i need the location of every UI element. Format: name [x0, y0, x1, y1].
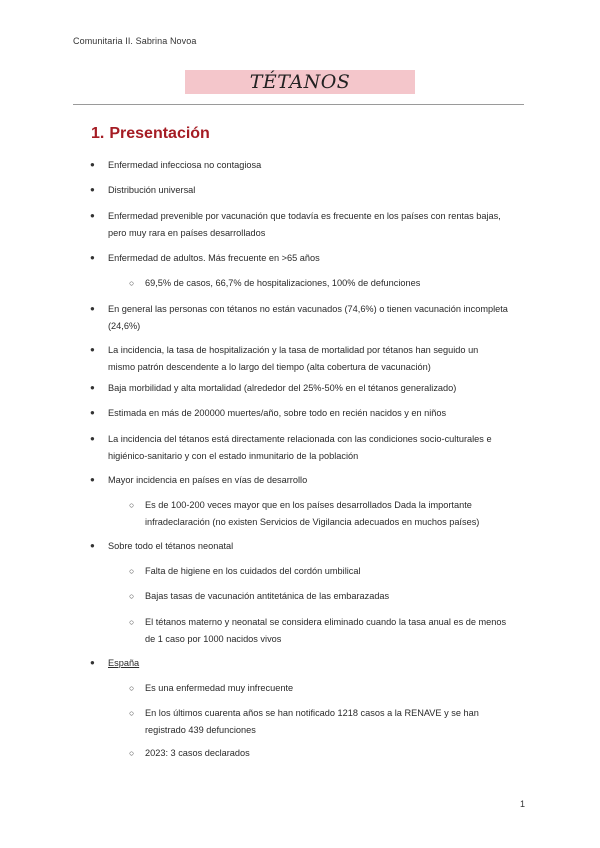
list-item-line: pero muy rara en países desarrollados	[108, 227, 266, 238]
list-item	[108, 472, 528, 489]
list-item	[108, 655, 528, 672]
list-item	[108, 342, 528, 375]
title-divider	[73, 104, 524, 105]
list-item-line: registrado 439 defunciones	[145, 724, 256, 735]
list-item	[108, 538, 528, 555]
bullet-marker: ●	[90, 408, 95, 417]
sub-bullet-marker: ○	[129, 748, 135, 758]
list-item-line: Es de 100-200 veces mayor que en los países desarrollados Dada la importante	[145, 500, 472, 510]
section-heading	[91, 125, 210, 143]
sub-bullet-marker: ○	[129, 566, 135, 576]
bullet-marker: ●	[90, 541, 95, 550]
list-item-line: En general las personas con tétanos no están vacunados (74,6%) o tienen vacunación incompleta	[108, 304, 508, 314]
sub-bullet-marker: ○	[129, 591, 135, 601]
list-item	[108, 208, 528, 241]
list-item-text: Distribución universal	[108, 185, 196, 195]
list-item	[108, 431, 528, 464]
list-item-line: (24,6%)	[108, 320, 141, 331]
sub-bullet-marker: ○	[129, 500, 135, 510]
section-title: Presentación	[109, 125, 210, 142]
list-item-text: Mayor incidencia en países en vías de desarrollo	[108, 475, 308, 485]
bullet-marker: ●	[90, 211, 95, 220]
list-item-text: 69,5% de casos, 66,7% de hospitalizaciones, 100% de defunciones	[145, 278, 421, 288]
sub-list-item	[145, 614, 528, 647]
list-item-line: higiénico-sanitario y con el estado inmunitario de la población	[108, 450, 359, 461]
document-title: TÉTANOS	[249, 71, 351, 93]
list-item-text: Sobre todo el tétanos neonatal	[108, 541, 234, 551]
list-item-text: Falta de higiene en los cuidados del cordón umbilical	[145, 566, 361, 576]
page-header: Comunitaria II. Sabrina Novoa	[73, 36, 197, 46]
bullet-marker: ●	[90, 160, 95, 169]
list-item-text: Bajas tasas de vacunación antitetánica de las embarazadas	[145, 591, 390, 601]
bullet-marker: ●	[90, 304, 95, 313]
document-title-banner	[185, 70, 415, 94]
list-item-text: Enfermedad de adultos. Más frecuente en >65 años	[108, 253, 320, 263]
page-number: 1	[520, 799, 526, 809]
list-item	[108, 380, 528, 397]
list-item-text: Enfermedad infecciosa no contagiosa	[108, 160, 262, 170]
list-item	[108, 250, 528, 267]
list-item-line: de 1 caso por 1000 nacidos vivos	[145, 633, 282, 644]
bullet-marker: ●	[90, 345, 95, 354]
sub-list-item	[145, 275, 528, 292]
list-item-line: En los últimos cuarenta años se han notificado 1218 casos a la RENAVE y se han	[145, 708, 479, 718]
bullet-marker: ●	[90, 253, 95, 262]
list-item-text: España	[108, 658, 140, 668]
sub-list-item	[145, 705, 528, 738]
bullet-marker: ●	[90, 475, 95, 484]
sub-list-item	[145, 497, 528, 530]
bullet-marker: ●	[90, 658, 95, 667]
bullet-marker: ●	[90, 383, 95, 392]
list-item	[108, 405, 528, 422]
list-item-text: 2023: 3 casos declarados	[145, 748, 250, 758]
sub-list-item	[145, 588, 528, 605]
list-item-text: Es una enfermedad muy infrecuente	[145, 683, 294, 693]
list-item-line: mismo patrón descendente a lo largo del tiempo (alta cobertura de vacunación)	[108, 361, 431, 372]
sub-list-item	[145, 680, 528, 697]
sub-bullet-marker: ○	[129, 708, 135, 718]
list-item-line: La incidencia del tétanos está directamente relacionada con las condiciones socio-culturales e	[108, 434, 492, 444]
sub-bullet-marker: ○	[129, 683, 135, 693]
list-item	[108, 182, 528, 199]
sub-bullet-marker: ○	[129, 278, 135, 288]
section-number: 1.	[91, 125, 105, 142]
list-item-line: Enfermedad prevenible por vacunación que todavía es frecuente en los países con rentas bajas,	[108, 211, 501, 221]
list-item-line: infradeclaración (no existen Servicios de Vigilancia adecuados en muchos países)	[145, 516, 480, 527]
bullet-marker: ●	[90, 434, 95, 443]
list-item	[108, 157, 528, 174]
list-item-line: La incidencia, la tasa de hospitalización y la tasa de mortalidad por tétanos han seguido un	[108, 345, 479, 355]
list-item-text: Baja morbilidad y alta mortalidad (alrededor del 25%-50% en el tétanos generalizado)	[108, 383, 457, 393]
list-item	[108, 301, 528, 334]
list-item-line: El tétanos materno y neonatal se considera eliminado cuando la tasa anual es de menos	[145, 617, 507, 627]
list-item-text: Estimada en más de 200000 muertes/año, sobre todo en recién nacidos y en niños	[108, 408, 447, 418]
bullet-marker: ●	[90, 185, 95, 194]
sub-list-item	[145, 745, 528, 762]
sub-bullet-marker: ○	[129, 617, 135, 627]
sub-list-item	[145, 563, 528, 580]
